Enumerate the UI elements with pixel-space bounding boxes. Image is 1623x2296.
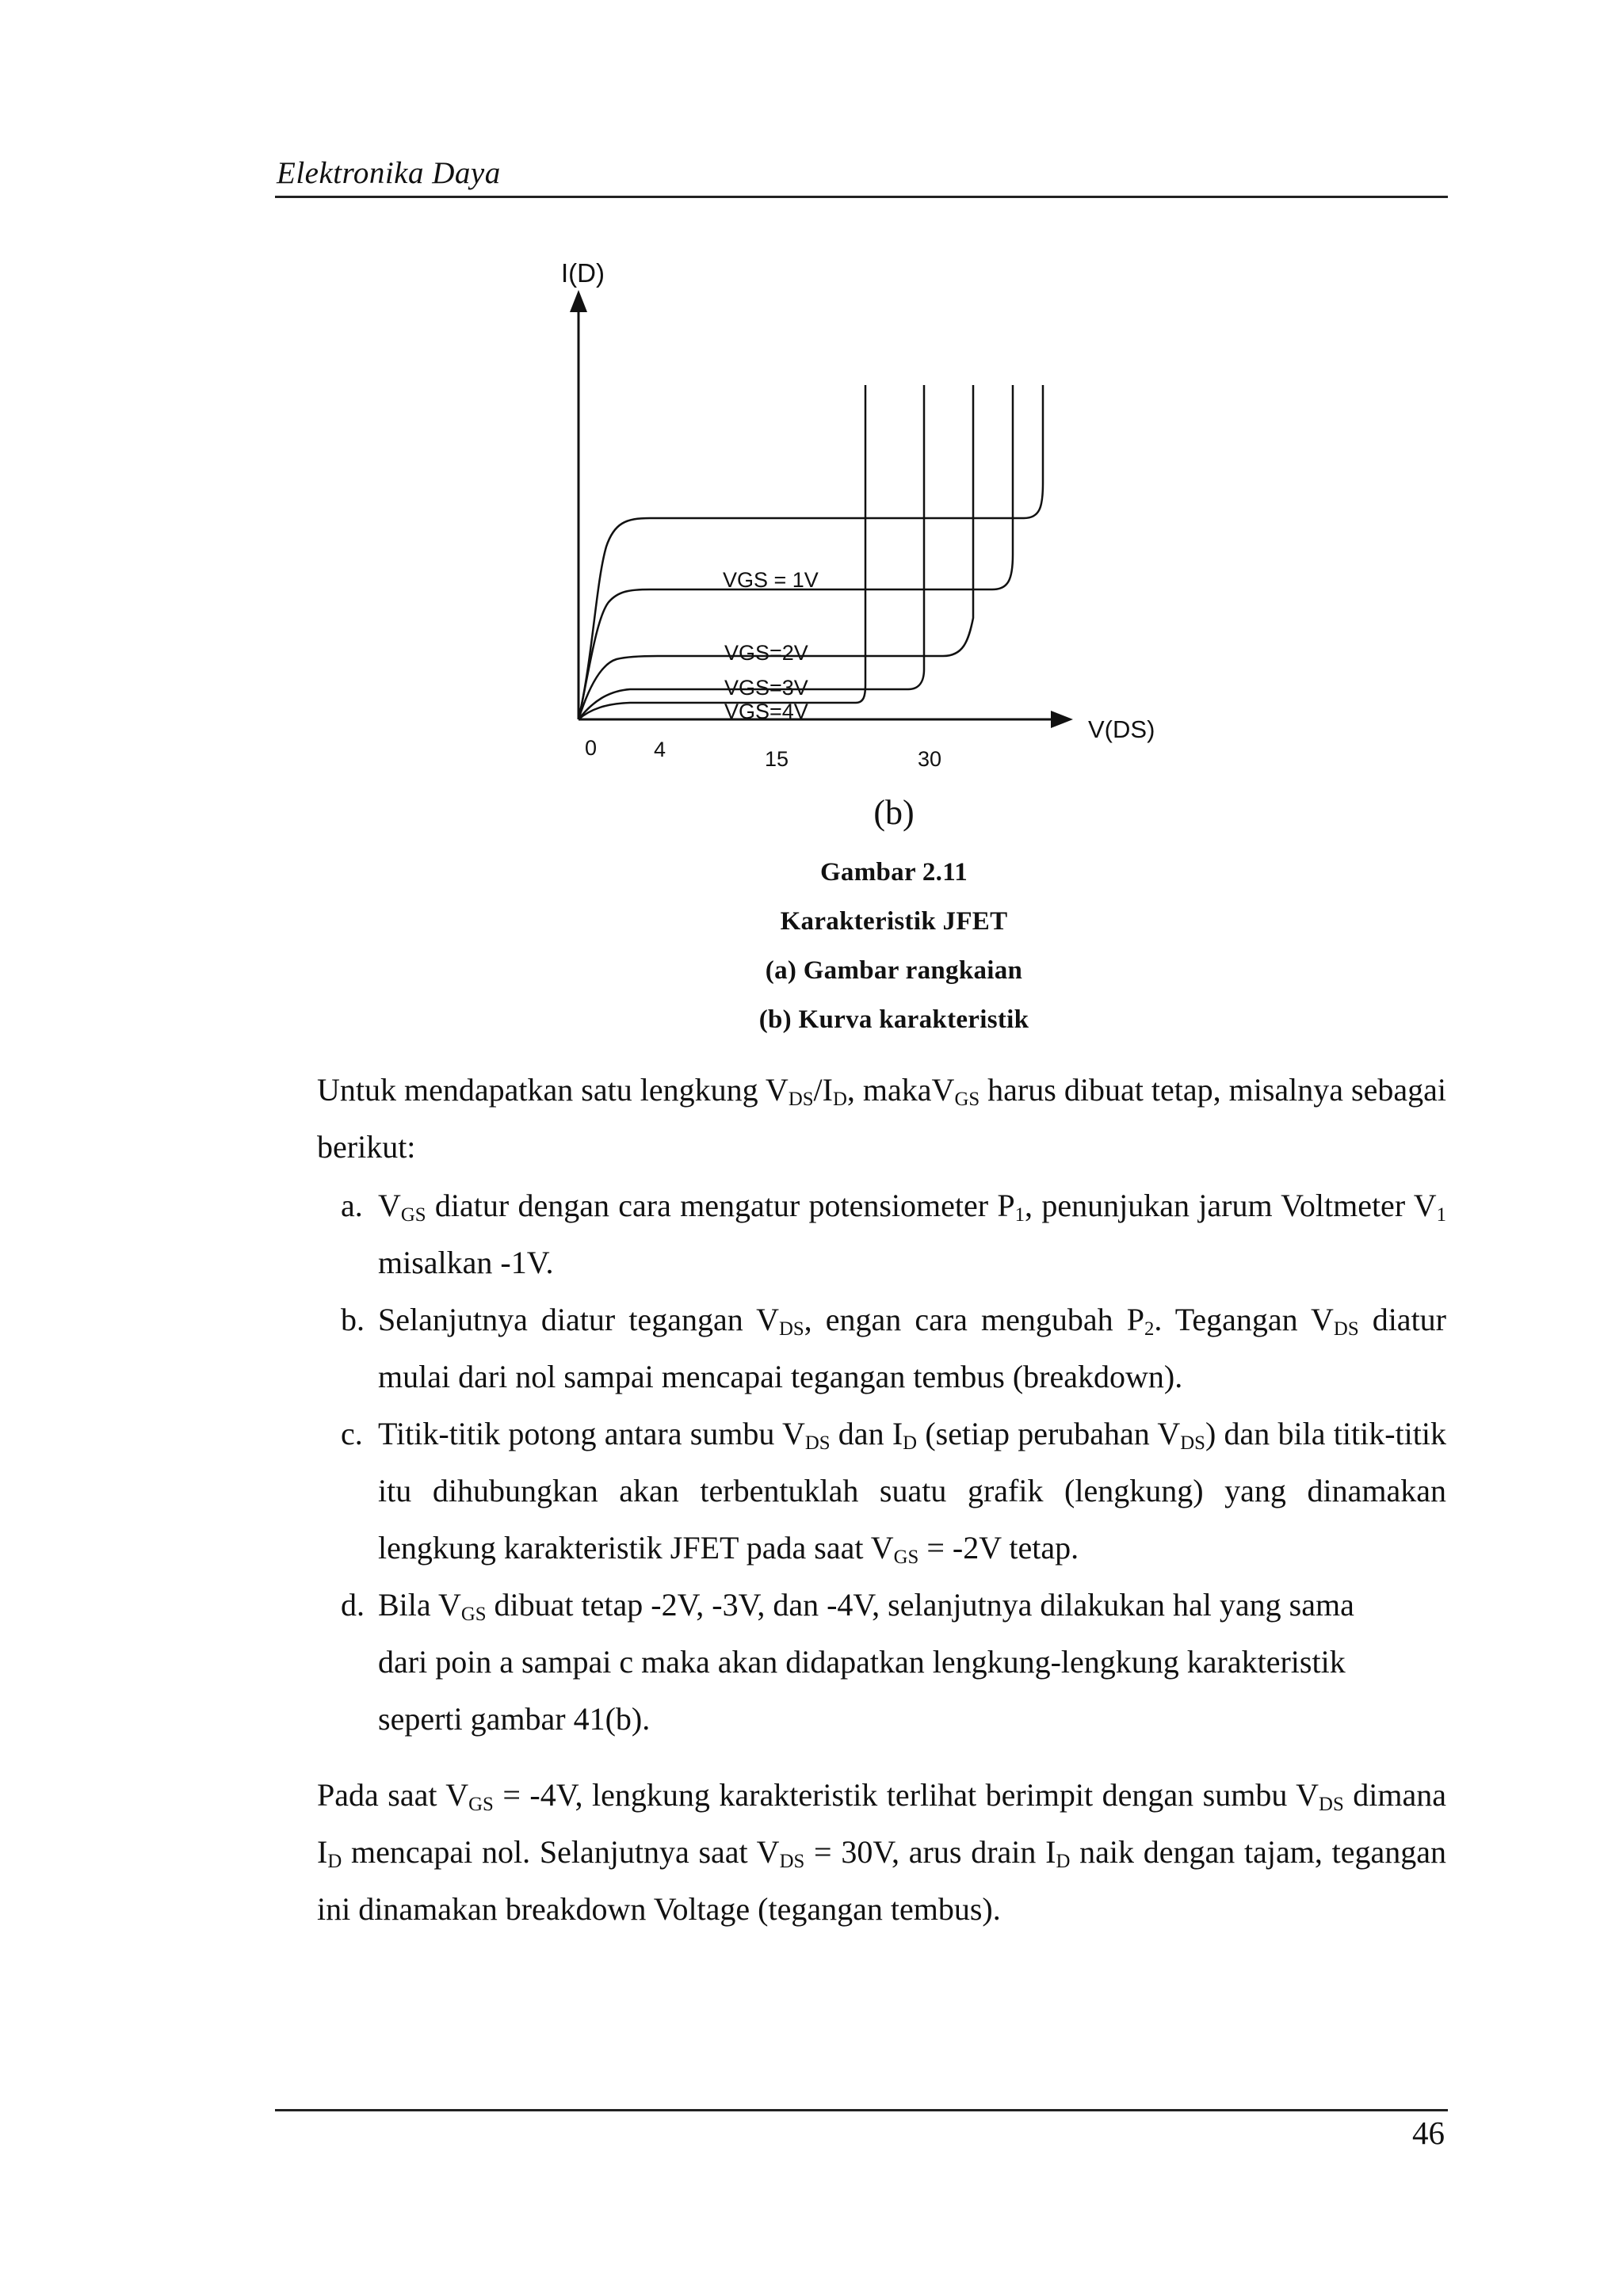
list-marker: b.	[341, 1302, 365, 1337]
y-axis-label: I(D)	[561, 258, 605, 288]
list-marker: c.	[341, 1416, 363, 1451]
curve-label: VGS = 1V	[723, 568, 819, 592]
list-marker: d.	[341, 1587, 365, 1623]
curve-label: VGS=2V	[724, 641, 808, 665]
curve-label: VGS=4V	[724, 700, 808, 723]
curve-vgs-2	[579, 385, 1013, 719]
list-item: b. Selanjutnya diatur tegangan $V_{DS}$, engan cara mengubah $P_2$. Tegangan $V_{DS}$ diatur mulai dari nol sampai mencapai tegangan tembus (breakdown).	[341, 1291, 1446, 1405]
figure-sublabel: (b)	[873, 793, 915, 832]
origin-label: 0	[585, 736, 598, 760]
list-item: a. $V_{GS}$ diatur dengan cara mengatur potensiometer $P_1$, penunjukan jarum Voltmeter $V_1$ misalkan -1V.	[341, 1177, 1446, 1291]
list-item: c. Titik-titik potong antara sumbu $V_{DS}$ dan $I_D$ (setiap perubahan $V_{DS}$) dan bila titik-titik itu dihubungkan akan terbentuklah suatu grafik (lengkung) yang dinamakan lengkung karakteristik JFET pada saat $V_{GS} = -2V$ tetap.	[341, 1405, 1446, 1577]
y-axis-arrow	[570, 290, 587, 312]
curve-vgs-3	[579, 385, 973, 719]
list-item: d. Bila $V_{GS}$ dibuat tetap -2V, -3V, dan -4V, selanjutnya dilakukan hal yang sama dari poin a sampai c maka akan didapatkan lengkung-lengkung karakteristik seperti gambar 41(b).	[341, 1577, 1408, 1748]
caption-part-a: (a) Gambar rangkaian	[765, 956, 1023, 985]
caption-title: Karakteristik JFET	[780, 907, 1008, 936]
x-axis-arrow	[1051, 711, 1073, 728]
caption-number: Gambar 2.11	[819, 858, 968, 887]
closing-paragraph: Pada saat $V_{GS} = -4V$, lengkung karakteristik terlihat berimpit dengan sumbu $V_{DS}$ dimana $I_D$ mencapai nol. Selanjutnya saat $V_{DS} = 30V$, arus drain $I_D$ naik dengan tajam, tegangan ini dinamakan breakdown Voltage (tegangan tembus).	[317, 1777, 1446, 1927]
procedure-list	[341, 1177, 1446, 1748]
list-marker: a.	[341, 1188, 363, 1223]
footer-rule	[275, 2109, 1448, 2111]
curve-vgs-4	[579, 385, 924, 719]
curve-vgs-5	[579, 385, 865, 719]
running-header: Elektronika Daya	[277, 156, 501, 190]
intro-paragraph: Untuk mendapatkan satu lengkung $V_{DS}/I_D$, makaV$_{GS}$ harus dibuat tetap, misalnya sebagai berikut:	[317, 1072, 1446, 1165]
page-number: 46	[1412, 2115, 1445, 2151]
jfet-characteristic-figure	[0, 0, 1623, 792]
curve-label: VGS=3V	[724, 676, 808, 700]
x-tick-label: 4	[654, 738, 666, 761]
x-tick-label: 30	[918, 747, 942, 771]
x-tick-label: 15	[765, 747, 789, 771]
caption-part-b: (b) Kurva karakteristik	[758, 1005, 1029, 1034]
x-axis-label: V(DS)	[1088, 715, 1155, 743]
